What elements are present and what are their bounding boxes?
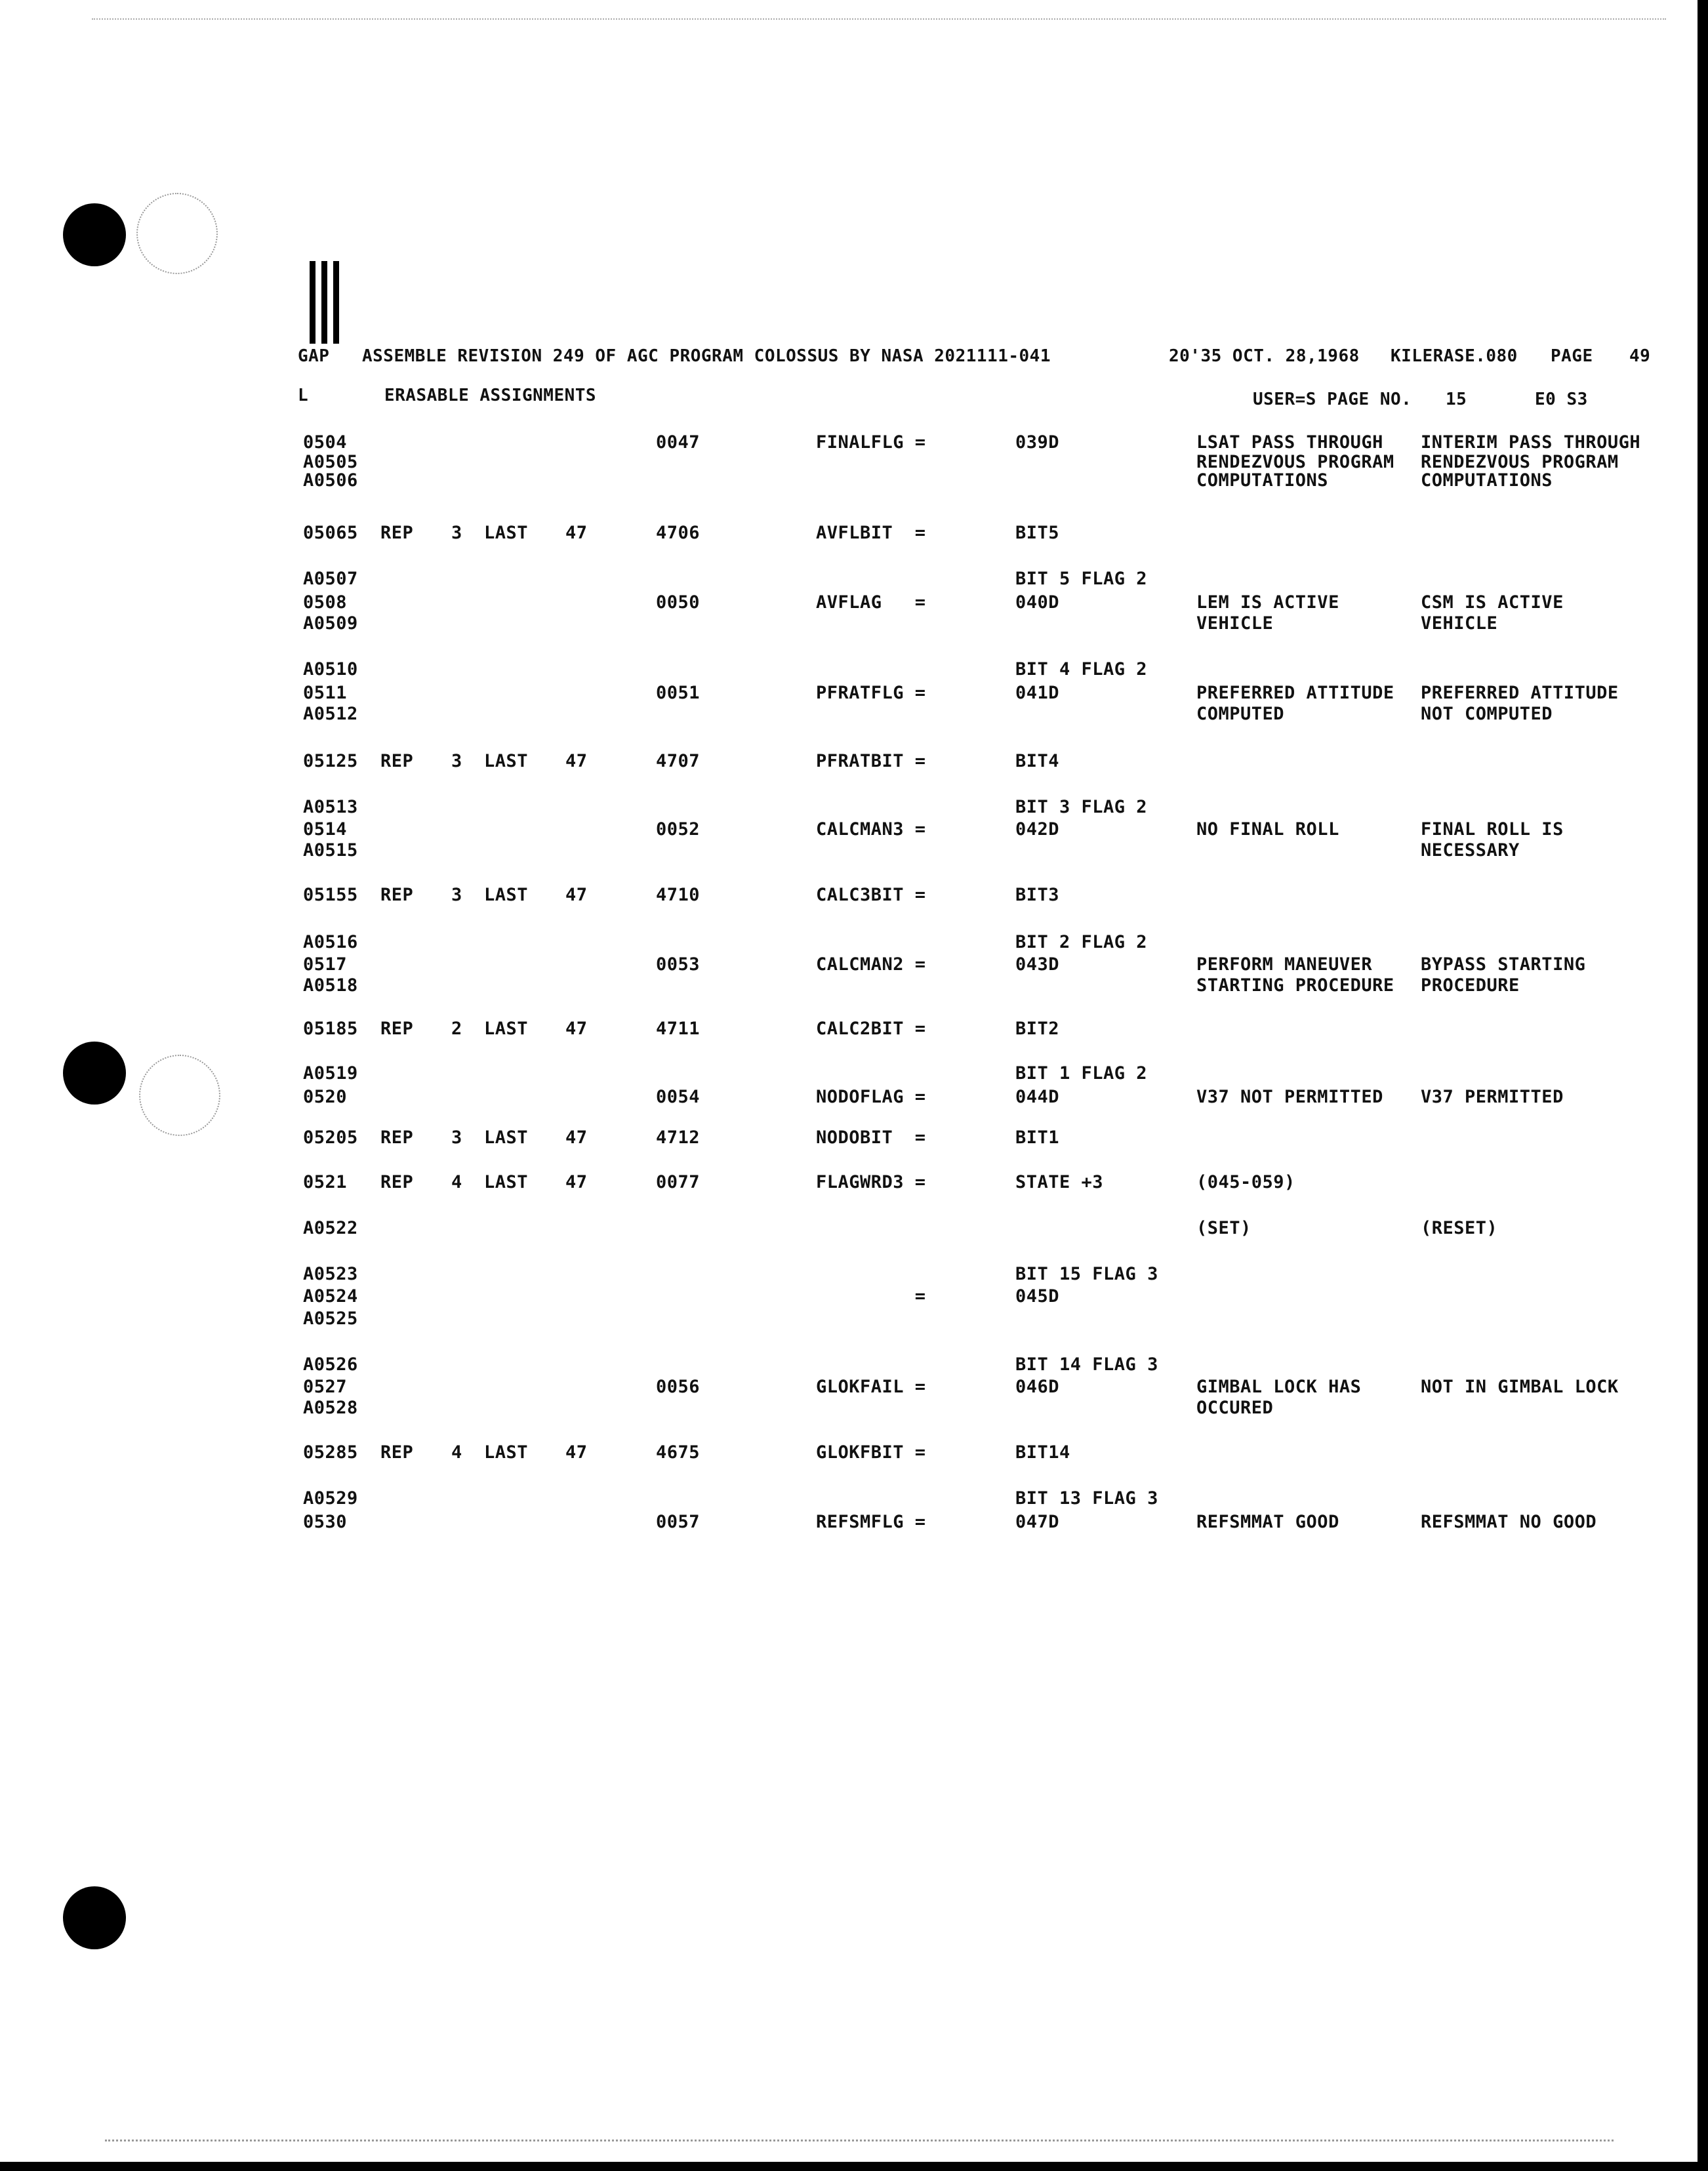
listing-line-number: A0516 [303,932,358,952]
listing-value: 046D [1015,1377,1060,1397]
listing-address: 0053 [656,954,701,975]
listing-set-meaning: PERFORM MANEUVER [1196,954,1373,975]
listing-address: 0052 [656,819,701,840]
listing-symbol: PFRATBIT = [816,751,926,771]
listing-line-number: A0505 [303,452,358,472]
listing-symbol: FINALFLG = [816,432,926,453]
listing-line-number: 05155 [303,885,358,905]
listing-symbol: FLAGWRD3 = [816,1172,926,1192]
listing-value: STATE +3 [1015,1172,1104,1192]
listing-reset-meaning: NOT IN GIMBAL LOCK [1421,1377,1619,1397]
scan-border-bottom [0,2162,1708,2171]
subheader-user: USER=S PAGE NO. [1253,390,1412,409]
listing-line-number: 0530 [303,1512,348,1532]
listing-set-meaning: (045-059) [1196,1172,1295,1192]
listing-symbol: CALCMAN2 = [816,954,926,975]
listing-set-meaning: REFSMMAT GOOD [1196,1512,1339,1532]
listing-value: BIT5 [1015,523,1060,543]
listing-last-value: 47 [565,1019,588,1039]
listing-value: BIT 15 FLAG 3 [1015,1264,1158,1284]
listing-set-meaning: LEM IS ACTIVE [1196,592,1339,613]
listing-rep: REP [380,1442,414,1463]
listing-line-number: A0524 [303,1286,358,1307]
listing-set-meaning: (SET) [1196,1218,1251,1238]
listing-rep: REP [380,1019,414,1039]
listing-address: 4711 [656,1019,701,1039]
listing-line-number: A0513 [303,797,358,817]
listing-line-number: A0512 [303,704,358,724]
listing-line-number: A0506 [303,470,358,491]
listing-set-meaning: V37 NOT PERMITTED [1196,1087,1383,1107]
listing-set-meaning: STARTING PROCEDURE [1196,975,1394,996]
listing-line-number: 0514 [303,819,348,840]
listing-rep-count: 3 [451,885,462,905]
listing-symbol: AVFLBIT = [816,523,926,543]
header-page-number: 49 [1629,346,1651,366]
listing-line-number: A0519 [303,1063,358,1084]
listing-line-number: 05185 [303,1019,358,1039]
listing-rep: REP [380,523,414,543]
listing-address: 0047 [656,432,701,453]
punch-hole-middle [63,1042,126,1105]
listing-line-number: A0528 [303,1398,358,1418]
listing-reset-meaning: NECESSARY [1421,840,1520,861]
listing-last: LAST [484,523,529,543]
listing-last: LAST [484,1172,529,1192]
listing-last: LAST [484,751,529,771]
listing-symbol: REFSMFLG = [816,1512,926,1532]
listing-symbol: PFRATFLG = [816,683,926,703]
listing-reset-meaning: CSM IS ACTIVE [1421,592,1564,613]
barcode-mark [310,261,340,344]
listing-rep-count: 2 [451,1019,462,1039]
listing-address: 0054 [656,1087,701,1107]
listing-line-number: 05285 [303,1442,358,1463]
listing-value: 047D [1015,1512,1060,1532]
listing-value: BIT4 [1015,751,1060,771]
subheader-user-page: 15 [1446,390,1467,409]
listing-last: LAST [484,885,529,905]
listing-line-number: 05125 [303,751,358,771]
subheader-l: L [298,386,309,405]
listing-value: BIT 5 FLAG 2 [1015,569,1148,589]
listing-value: 040D [1015,592,1060,613]
listing-line-number: 05205 [303,1127,358,1148]
listing-line-number: A0518 [303,975,358,996]
listing-rep: REP [380,751,414,771]
listing-last: LAST [484,1019,529,1039]
listing-rep-count: 4 [451,1442,462,1463]
listing-last-value: 47 [565,885,588,905]
listing-address: 4707 [656,751,701,771]
listing-reset-meaning: BYPASS STARTING [1421,954,1586,975]
listing-value: BIT1 [1015,1127,1060,1148]
listing-line-number: A0510 [303,659,358,680]
listing-last: LAST [484,1127,529,1148]
listing-symbol: GLOKFBIT = [816,1442,926,1463]
listing-set-meaning: COMPUTED [1196,704,1285,724]
listing-reset-meaning: NOT COMPUTED [1421,704,1553,724]
header-page-label: PAGE [1551,346,1593,366]
listing-last: LAST [484,1442,529,1463]
listing-last-value: 47 [565,523,588,543]
listing-value: 039D [1015,432,1060,453]
listing-symbol: CALCMAN3 = [816,819,926,840]
listing-symbol: CALC3BIT = [816,885,926,905]
listing-line-number: A0509 [303,613,358,634]
listing-line-number: A0507 [303,569,358,589]
header-timestamp: 20'35 OCT. 28,1968 [1169,346,1360,366]
listing-line-number: A0529 [303,1488,358,1509]
top-paper-edge [92,18,1666,20]
listing-value: BIT2 [1015,1019,1060,1039]
listing-address: 4706 [656,523,701,543]
listing-address: 0050 [656,592,701,613]
listing-value: BIT 1 FLAG 2 [1015,1063,1148,1084]
listing-line-number: A0526 [303,1354,358,1375]
listing-last-value: 47 [565,1172,588,1192]
listing-line-number: A0522 [303,1218,358,1238]
listing-value: BIT 3 FLAG 2 [1015,797,1148,817]
listing-value: BIT 4 FLAG 2 [1015,659,1148,680]
header-job: KILERASE.080 [1391,346,1518,366]
listing-rep: REP [380,885,414,905]
listing-set-meaning: GIMBAL LOCK HAS [1196,1377,1362,1397]
listing-rep-count: 3 [451,1127,462,1148]
header-title: ASSEMBLE REVISION 249 OF AGC PROGRAM COLOSSUS BY NASA 2021111-041 [362,346,1051,366]
listing-value: BIT 14 FLAG 3 [1015,1354,1158,1375]
listing-rep-count: 3 [451,751,462,771]
listing-last-value: 47 [565,751,588,771]
listing-value: BIT3 [1015,885,1060,905]
listing-value: 041D [1015,683,1060,703]
listing-set-meaning: PREFERRED ATTITUDE [1196,683,1394,703]
listing-address: 0057 [656,1512,701,1532]
section-title: ERASABLE ASSIGNMENTS [384,386,597,405]
listing-line-number: 0520 [303,1087,348,1107]
listing-set-meaning: VEHICLE [1196,613,1274,634]
subheader-code: E0 S3 [1535,390,1588,409]
listing-value: 042D [1015,819,1060,840]
listing-value: 043D [1015,954,1060,975]
listing-rep: REP [380,1172,414,1192]
listing-line-number: A0523 [303,1264,358,1284]
listing-line-number: 0504 [303,432,348,453]
listing-line-number: 0527 [303,1377,348,1397]
punch-hole-bottom [63,1886,126,1949]
listing-symbol: NODOFLAG = [816,1087,926,1107]
bottom-paper-edge [105,2140,1614,2141]
listing-line-number: A0515 [303,840,358,861]
listing-line-number: A0525 [303,1309,358,1329]
listing-last-value: 47 [565,1127,588,1148]
header-gap: GAP [298,346,330,366]
listing-line-number: 0517 [303,954,348,975]
listing-symbol: NODOBIT = [816,1127,926,1148]
listing-line-number: 0508 [303,592,348,613]
punch-hole-ring-middle [139,1055,220,1136]
listing-symbol: GLOKFAIL = [816,1377,926,1397]
listing-address: 0056 [656,1377,701,1397]
listing-last-value: 47 [565,1442,588,1463]
listing-reset-meaning: COMPUTATIONS [1421,470,1553,491]
listing-rep: REP [380,1127,414,1148]
listing-value: BIT 13 FLAG 3 [1015,1488,1158,1509]
listing-reset-meaning: V37 PERMITTED [1421,1087,1564,1107]
listing-set-meaning: NO FINAL ROLL [1196,819,1339,840]
listing-symbol: CALC2BIT = [816,1019,926,1039]
listing-reset-meaning: PROCEDURE [1421,975,1520,996]
listing-value: 045D [1015,1286,1060,1307]
punch-hole-top [63,203,126,266]
listing-reset-meaning: RENDEZVOUS PROGRAM [1421,452,1619,472]
listing-set-meaning: RENDEZVOUS PROGRAM [1196,452,1394,472]
listing-reset-meaning: VEHICLE [1421,613,1498,634]
listing-line-number: 05065 [303,523,358,543]
listing-reset-meaning: (RESET) [1421,1218,1498,1238]
listing-address: 4712 [656,1127,701,1148]
listing-value: 044D [1015,1087,1060,1107]
scan-border-right [1698,0,1708,2171]
listing-rep-count: 3 [451,523,462,543]
listing-line-number: 0521 [303,1172,348,1192]
listing-address: 0051 [656,683,701,703]
listing-set-meaning: COMPUTATIONS [1196,470,1329,491]
listing-symbol: AVFLAG = [816,592,926,613]
listing-value: BIT14 [1015,1442,1070,1463]
listing-set-meaning: LSAT PASS THROUGH [1196,432,1383,453]
listing-reset-meaning: PREFERRED ATTITUDE [1421,683,1619,703]
listing-reset-meaning: INTERIM PASS THROUGH [1421,432,1641,453]
listing-address: 0077 [656,1172,701,1192]
listing-address: 4710 [656,885,701,905]
listing-rep-count: 4 [451,1172,462,1192]
listing-set-meaning: OCCURED [1196,1398,1274,1418]
listing-value: BIT 2 FLAG 2 [1015,932,1148,952]
listing-line-number: 0511 [303,683,348,703]
listing-reset-meaning: FINAL ROLL IS [1421,819,1564,840]
punch-hole-ring-top [136,193,218,274]
listing-reset-meaning: REFSMMAT NO GOOD [1421,1512,1597,1532]
listing-symbol: = [816,1286,926,1307]
listing-address: 4675 [656,1442,701,1463]
